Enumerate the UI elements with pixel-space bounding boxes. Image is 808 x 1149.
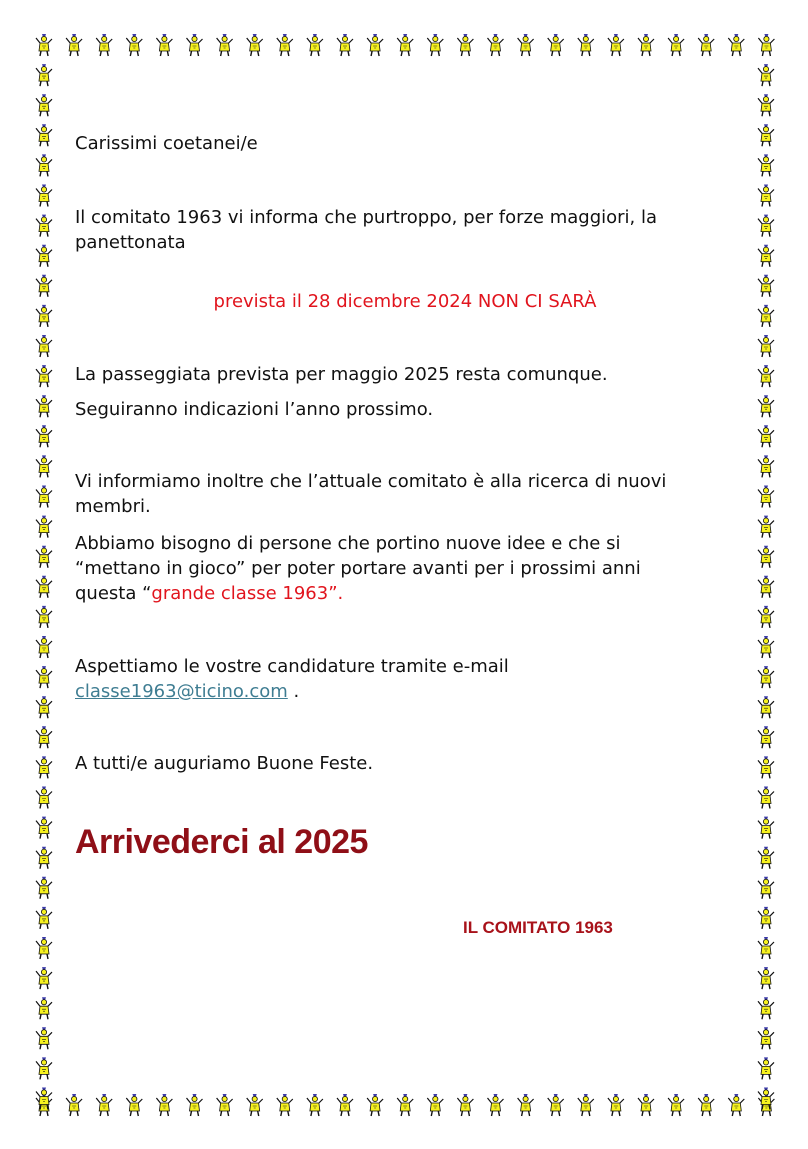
cartoon-figure-icon	[36, 546, 52, 568]
cartoon-figure-icon	[548, 1094, 564, 1116]
followup-notice: Seguiranno indicazioni l’anno prossimo.	[75, 399, 434, 420]
cartoon-figure-icon	[36, 64, 52, 86]
cartoon-figure-icon	[36, 305, 52, 327]
cartoon-figure-icon	[36, 967, 52, 989]
cartoon-figure-icon	[36, 275, 52, 297]
cartoon-figure-icon	[156, 1094, 172, 1116]
cartoon-figure-icon	[36, 907, 52, 929]
cartoon-figure-icon	[36, 847, 52, 869]
cartoon-figure-icon	[187, 1094, 203, 1116]
paragraph-line	[75, 679, 299, 704]
cartoon-figure-icon	[367, 1094, 383, 1116]
cartoon-figure-icon	[457, 34, 473, 56]
cartoon-figure-icon	[758, 124, 774, 146]
cartoon-figure-icon	[36, 696, 52, 718]
text-fragment: .	[287, 681, 300, 702]
cartoon-figure-icon	[427, 34, 443, 56]
cartoon-figure-icon	[758, 305, 774, 327]
greetings-line: A tutti/e auguriamo Buone Feste.	[75, 753, 374, 774]
closing-title: Arrivederci al 2025	[75, 823, 368, 861]
cartoon-figure-icon	[758, 94, 774, 116]
cartoon-figure-icon	[36, 395, 52, 417]
cartoon-figure-icon	[36, 365, 52, 387]
paragraph-line: Abbiamo bisogno di persone che portino nuove idee e che si	[75, 533, 621, 554]
cartoon-figure-icon	[36, 877, 52, 899]
cartoon-figure-icon	[668, 34, 684, 56]
cartoon-figure-icon	[307, 34, 323, 56]
cartoon-figure-icon	[36, 215, 52, 237]
cartoon-figure-icon	[307, 1094, 323, 1116]
cartoon-figure-icon	[36, 486, 52, 508]
text-fragment: ”.	[328, 583, 344, 604]
cartoon-figure-icon	[427, 1094, 443, 1116]
paragraph-line: Aspettiamo le vostre candidature tramite e-mail	[75, 656, 509, 677]
cartoon-figure-icon	[758, 847, 774, 869]
cartoon-figure-icon	[668, 1094, 684, 1116]
cartoon-figure-icon	[337, 34, 353, 56]
cartoon-figure-icon	[638, 34, 654, 56]
cartoon-figure-icon	[36, 756, 52, 778]
cartoon-figure-icon	[758, 606, 774, 628]
cartoon-figure-icon	[578, 1094, 594, 1116]
cartoon-figure-icon	[758, 34, 774, 56]
cartoon-figure-icon	[187, 34, 203, 56]
cartoon-figure-icon	[758, 395, 774, 417]
cartoon-figure-icon	[758, 335, 774, 357]
paragraph-line: Il comitato 1963 vi informa che purtroppo, per forze maggiori, la	[75, 207, 658, 228]
cartoon-figure-icon	[126, 1094, 142, 1116]
cartoon-figure-icon	[698, 34, 714, 56]
cartoon-figure-icon	[758, 486, 774, 508]
cartoon-figure-icon	[397, 34, 413, 56]
cartoon-figure-icon	[66, 1094, 82, 1116]
cartoon-figure-icon	[36, 34, 52, 56]
walk-notice: La passeggiata prevista per maggio 2025 resta comunque.	[75, 364, 608, 385]
cartoon-figure-icon	[758, 666, 774, 688]
cartoon-figure-icon	[36, 937, 52, 959]
cartoon-figure-icon	[758, 756, 774, 778]
cartoon-figure-icon	[758, 907, 774, 929]
cartoon-figure-icon	[758, 817, 774, 839]
cartoon-figure-icon	[758, 275, 774, 297]
cartoon-figure-icon	[457, 1094, 473, 1116]
cartoon-figure-icon	[36, 154, 52, 176]
cartoon-figure-icon	[36, 455, 52, 477]
cartoon-figure-icon	[36, 94, 52, 116]
text-fragment: questa “	[75, 583, 152, 604]
cartoon-figure-icon	[758, 365, 774, 387]
class-highlight: grande classe 1963	[151, 583, 329, 604]
cartoon-figure-icon	[36, 425, 52, 447]
cartoon-figure-icon	[36, 636, 52, 658]
cartoon-figure-icon	[548, 34, 564, 56]
cartoon-figure-icon	[758, 64, 774, 86]
cartoon-figure-icon	[247, 1094, 263, 1116]
cartoon-figure-icon	[277, 34, 293, 56]
cartoon-figure-icon	[758, 215, 774, 237]
signature: IL COMITATO 1963	[463, 918, 613, 937]
cartoon-figure-icon	[367, 34, 383, 56]
cartoon-figure-icon	[758, 516, 774, 538]
cartoon-figure-icon	[217, 1094, 233, 1116]
greeting: Carissimi coetanei/e	[75, 133, 258, 154]
cartoon-figure-icon	[36, 817, 52, 839]
cartoon-figure-icon	[36, 516, 52, 538]
cartoon-figure-icon	[36, 1027, 52, 1049]
cartoon-figure-icon	[397, 1094, 413, 1116]
cartoon-figure-icon	[156, 34, 172, 56]
cartoon-figure-icon	[758, 455, 774, 477]
cartoon-figure-icon	[36, 997, 52, 1019]
cartoon-figure-icon	[518, 34, 534, 56]
cartoon-figure-icon	[758, 636, 774, 658]
cartoon-figure-icon	[758, 185, 774, 207]
cartoon-figure-icon	[36, 245, 52, 267]
paragraph-line: “mettano in gioco” per poter portare avanti per i prossimi anni	[75, 558, 641, 579]
cartoon-figure-icon	[66, 34, 82, 56]
cartoon-figure-icon	[758, 877, 774, 899]
cartoon-figure-icon	[758, 546, 774, 568]
cartoon-figure-icon	[36, 726, 52, 748]
cartoon-figure-icon	[337, 1094, 353, 1116]
cartoon-figure-icon	[758, 1057, 774, 1079]
cartoon-figure-icon	[758, 937, 774, 959]
paragraph-line: panettonata	[75, 232, 186, 253]
cartoon-figure-icon	[758, 1027, 774, 1049]
cartoon-figure-icon	[758, 696, 774, 718]
cartoon-figure-icon	[36, 335, 52, 357]
cartoon-figure-icon	[758, 787, 774, 809]
cartoon-figure-icon	[247, 34, 263, 56]
cartoon-figure-icon	[758, 726, 774, 748]
cartoon-figure-icon	[36, 787, 52, 809]
cartoon-figure-icon	[217, 34, 233, 56]
cartoon-figure-icon	[96, 1094, 112, 1116]
cartoon-figure-icon	[36, 124, 52, 146]
cartoon-figure-icon	[36, 606, 52, 628]
cartoon-figure-icon	[758, 154, 774, 176]
cartoon-figure-icon	[578, 34, 594, 56]
paragraph-line	[75, 581, 343, 606]
cartoon-figure-icon	[728, 34, 744, 56]
cartoon-figure-icon	[488, 34, 504, 56]
paragraph-line: membri.	[75, 496, 151, 517]
email-link[interactable]: classe1963@ticino.com	[75, 681, 288, 702]
cartoon-figure-icon	[758, 425, 774, 447]
cartoon-figure-icon	[698, 1094, 714, 1116]
cartoon-figure-icon	[608, 34, 624, 56]
cartoon-figure-icon	[728, 1094, 744, 1116]
cartoon-figure-icon	[638, 1094, 654, 1116]
cartoon-figure-icon	[36, 666, 52, 688]
cartoon-figure-icon	[518, 1094, 534, 1116]
cartoon-figure-icon	[36, 1057, 52, 1079]
cartoon-figure-icon	[36, 576, 52, 598]
cartoon-figure-icon	[758, 967, 774, 989]
cartoon-figure-icon	[608, 1094, 624, 1116]
cartoon-figure-icon	[758, 245, 774, 267]
paragraph-line: Vi informiamo inoltre che l’attuale comitato è alla ricerca di nuovi	[75, 471, 667, 492]
cartoon-figure-icon	[126, 34, 142, 56]
cartoon-figure-icon	[36, 185, 52, 207]
cancellation-notice: prevista il 28 dicembre 2024 NON CI SARÀ	[213, 291, 597, 312]
cartoon-figure-icon	[488, 1094, 504, 1116]
cartoon-figure-icon	[758, 997, 774, 1019]
cartoon-figure-icon	[758, 576, 774, 598]
cartoon-figure-icon	[96, 34, 112, 56]
cartoon-figure-icon	[277, 1094, 293, 1116]
